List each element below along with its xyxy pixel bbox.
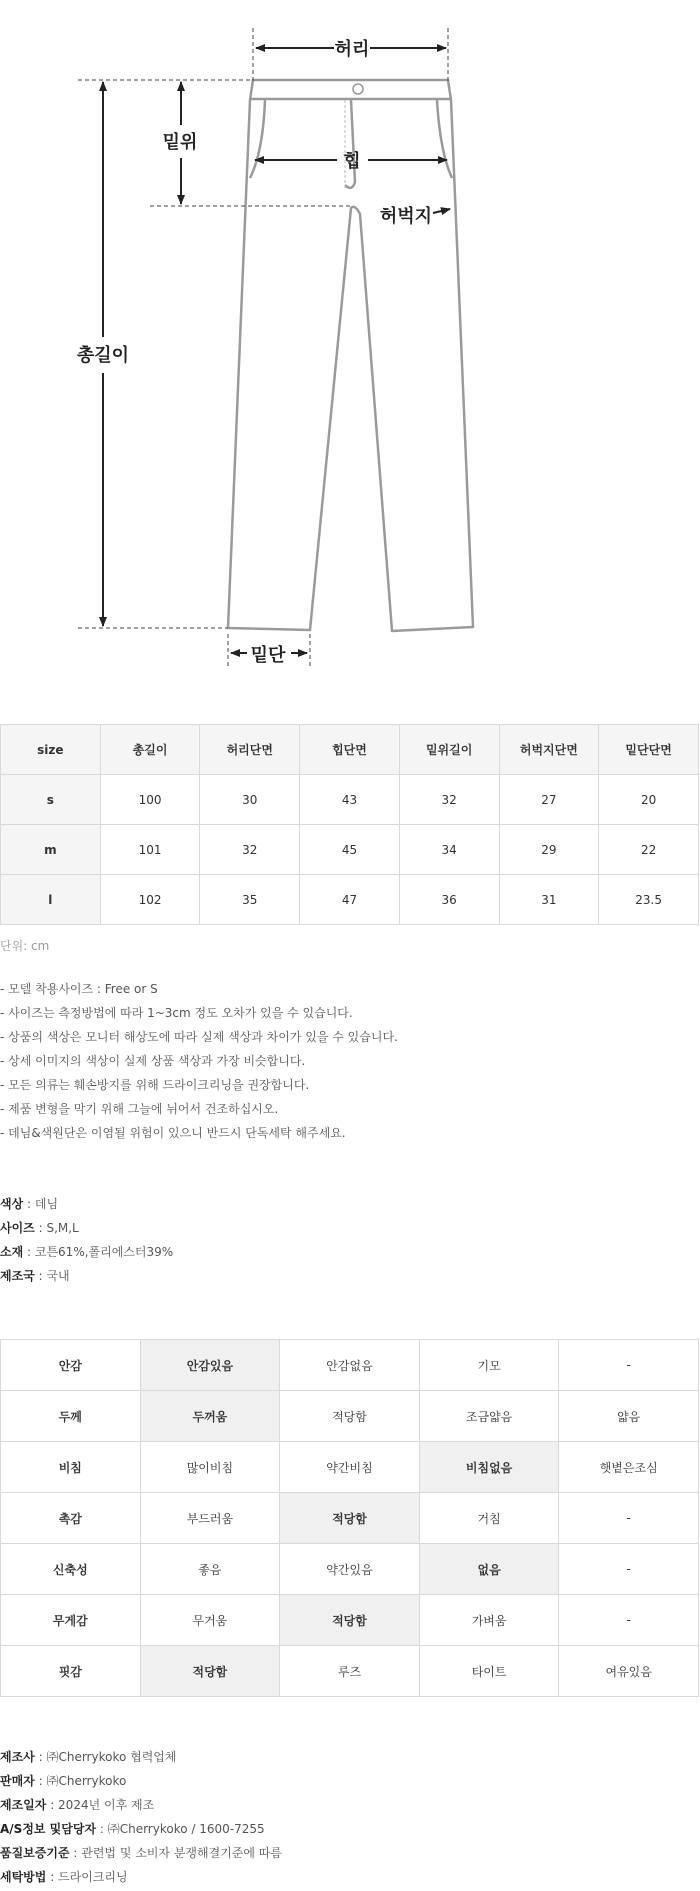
spec-color bbox=[0, 1192, 173, 1216]
button-icon bbox=[353, 84, 363, 94]
note-item: - 상품의 색상은 모니터 해상도에 따라 실제 색상과 차이가 있을 수 있습니다. bbox=[0, 1030, 398, 1044]
rise-label: 밑위 bbox=[162, 132, 198, 153]
spec-label: 제조국 bbox=[0, 1269, 35, 1283]
fabric-row bbox=[1, 1391, 699, 1442]
fabric-option-selected: 적당함 bbox=[280, 1493, 420, 1544]
fabric-option: 조금얇음 bbox=[419, 1391, 559, 1442]
fabric-row-label: 신축성 bbox=[1, 1544, 141, 1595]
fabric-option: 부드러움 bbox=[140, 1493, 280, 1544]
fabric-row bbox=[1, 1544, 699, 1595]
spec-value: : 국내 bbox=[34, 1269, 70, 1283]
size-cell: 27 bbox=[499, 775, 599, 825]
size-header-cell: 총길이 bbox=[100, 725, 200, 775]
info-quality bbox=[0, 1841, 282, 1865]
size-cell: 45 bbox=[300, 825, 400, 875]
pants-measurement-diagram bbox=[0, 0, 700, 700]
size-cell: 35 bbox=[200, 875, 300, 925]
spec-label: 소재 bbox=[0, 1245, 24, 1259]
fabric-row bbox=[1, 1646, 699, 1697]
note-item: - 모든 의류는 훼손방지를 위해 드라이크리닝을 권장합니다. bbox=[0, 1078, 310, 1092]
length-label: 총길이 bbox=[76, 345, 130, 366]
fabric-option-selected: 적당함 bbox=[140, 1646, 280, 1697]
spec-value: : 코튼61%,폴리에스터39% bbox=[23, 1245, 174, 1259]
size-table-row bbox=[1, 875, 699, 925]
waist-label: 허리 bbox=[334, 39, 370, 60]
fabric-row bbox=[1, 1493, 699, 1544]
fabric-option: 얇음 bbox=[559, 1391, 699, 1442]
info-label: 제조일자 bbox=[0, 1798, 47, 1812]
size-cell: 31 bbox=[499, 875, 599, 925]
spec-value: : 데님 bbox=[23, 1197, 59, 1211]
fabric-option: - bbox=[559, 1595, 699, 1646]
size-header-cell: size bbox=[1, 725, 101, 775]
info-label: 제조사 bbox=[0, 1750, 35, 1764]
fabric-option: 안감없음 bbox=[280, 1340, 420, 1391]
hip-label: 힙 bbox=[343, 151, 361, 172]
size-header-cell: 힙단면 bbox=[300, 725, 400, 775]
fabric-option: 약간있음 bbox=[280, 1544, 420, 1595]
spec-label: 사이즈 bbox=[0, 1221, 35, 1235]
fabric-option: 여유있음 bbox=[559, 1646, 699, 1697]
note-item: - 상세 이미지의 색상이 실제 상품 색상과 가장 비슷합니다. bbox=[0, 1054, 306, 1068]
fabric-option-selected: 안감있음 bbox=[140, 1340, 280, 1391]
fabric-option: 약간비침 bbox=[280, 1442, 420, 1493]
info-value: : 2024년 이후 제조 bbox=[46, 1798, 155, 1812]
size-table-header-row bbox=[1, 725, 699, 775]
size-cell: 29 bbox=[499, 825, 599, 875]
info-seller bbox=[0, 1769, 282, 1793]
size-cell: 32 bbox=[200, 825, 300, 875]
size-cell: 102 bbox=[100, 875, 200, 925]
hem-label: 밑단 bbox=[250, 645, 286, 666]
note-item: - 모델 착용사이즈 : Free or S bbox=[0, 982, 158, 996]
fabric-option-selected: 두꺼움 bbox=[140, 1391, 280, 1442]
size-cell: 32 bbox=[399, 775, 499, 825]
size-cell: l bbox=[1, 875, 101, 925]
fabric-row-label: 무게감 bbox=[1, 1595, 141, 1646]
size-header-cell: 허리단면 bbox=[200, 725, 300, 775]
fabric-option: 기모 bbox=[419, 1340, 559, 1391]
info-label: 판매자 bbox=[0, 1774, 35, 1788]
note-item: - 사이즈는 측정방법에 따라 1~3cm 정도 오차가 있을 수 있습니다. bbox=[0, 1006, 353, 1020]
spec-material bbox=[0, 1240, 173, 1264]
fabric-option: 루즈 bbox=[280, 1646, 420, 1697]
size-table bbox=[0, 724, 699, 925]
fabric-row bbox=[1, 1595, 699, 1646]
size-cell: 36 bbox=[399, 875, 499, 925]
spec-value: : S,M,L bbox=[34, 1221, 79, 1235]
info-value: : ㈜Cherrykoko 협력업체 bbox=[34, 1750, 177, 1764]
spec-size bbox=[0, 1216, 173, 1240]
fabric-option: 거침 bbox=[419, 1493, 559, 1544]
fabric-option: 타이트 bbox=[419, 1646, 559, 1697]
info-label: 세탁방법 bbox=[0, 1870, 47, 1884]
fabric-info-table bbox=[0, 1339, 699, 1697]
fabric-option: 가벼움 bbox=[419, 1595, 559, 1646]
size-cell: m bbox=[1, 825, 101, 875]
info-label: A/S정보 및담당자 bbox=[0, 1822, 97, 1836]
info-value: : 관련법 및 소비자 분쟁해결기준에 따름 bbox=[69, 1846, 282, 1860]
size-cell: 30 bbox=[200, 775, 300, 825]
size-cell: 47 bbox=[300, 875, 400, 925]
size-cell: 22 bbox=[599, 825, 699, 875]
fabric-row-label: 두께 bbox=[1, 1391, 141, 1442]
note-item: - 제품 변형을 막기 위해 그늘에 뉘어서 건조하십시오. bbox=[0, 1102, 279, 1116]
thigh-label: 허벅지 bbox=[379, 206, 433, 227]
size-cell: 43 bbox=[300, 775, 400, 825]
spec-label: 색상 bbox=[0, 1197, 24, 1211]
info-wash bbox=[0, 1865, 282, 1889]
size-header-cell: 밑단단면 bbox=[599, 725, 699, 775]
fabric-option: 햇볕은조심 bbox=[559, 1442, 699, 1493]
fabric-option: - bbox=[559, 1544, 699, 1595]
info-value: : ㈜Cherrykoko / 1600-7255 bbox=[96, 1822, 265, 1836]
fabric-option: 좋음 bbox=[140, 1544, 280, 1595]
fabric-option: 적당함 bbox=[280, 1391, 420, 1442]
info-maker bbox=[0, 1745, 282, 1769]
fabric-row-label: 핏감 bbox=[1, 1646, 141, 1697]
product-spec bbox=[0, 1192, 173, 1288]
info-value: : 드라이크리닝 bbox=[46, 1870, 128, 1884]
size-table-row bbox=[1, 825, 699, 875]
size-cell: s bbox=[1, 775, 101, 825]
size-header-cell: 밑위길이 bbox=[399, 725, 499, 775]
info-date bbox=[0, 1793, 282, 1817]
fabric-row-label: 비침 bbox=[1, 1442, 141, 1493]
size-cell: 100 bbox=[100, 775, 200, 825]
care-notes bbox=[0, 977, 398, 1145]
info-as bbox=[0, 1817, 282, 1841]
info-label: 품질보증기준 bbox=[0, 1846, 70, 1860]
fabric-row bbox=[1, 1442, 699, 1493]
size-cell: 23.5 bbox=[599, 875, 699, 925]
size-cell: 20 bbox=[599, 775, 699, 825]
fabric-row bbox=[1, 1340, 699, 1391]
fabric-option-selected: 비침없음 bbox=[419, 1442, 559, 1493]
info-value: : ㈜Cherrykoko bbox=[34, 1774, 127, 1788]
fabric-option: - bbox=[559, 1493, 699, 1544]
note-item: - 데님&색원단은 이염될 위험이 있으니 반드시 단독세탁 해주세요. bbox=[0, 1126, 346, 1140]
spec-origin bbox=[0, 1264, 173, 1288]
fabric-option: 많이비침 bbox=[140, 1442, 280, 1493]
fabric-row-label: 촉감 bbox=[1, 1493, 141, 1544]
size-table-row bbox=[1, 775, 699, 825]
fabric-option: 무거움 bbox=[140, 1595, 280, 1646]
product-info bbox=[0, 1745, 282, 1889]
fabric-option-selected: 적당함 bbox=[280, 1595, 420, 1646]
fabric-row-label: 안감 bbox=[1, 1340, 141, 1391]
fabric-option: - bbox=[559, 1340, 699, 1391]
unit-note: 단위: cm bbox=[0, 939, 50, 953]
size-header-cell: 허벅지단면 bbox=[499, 725, 599, 775]
size-cell: 101 bbox=[100, 825, 200, 875]
size-cell: 34 bbox=[399, 825, 499, 875]
fabric-option-selected: 없음 bbox=[419, 1544, 559, 1595]
